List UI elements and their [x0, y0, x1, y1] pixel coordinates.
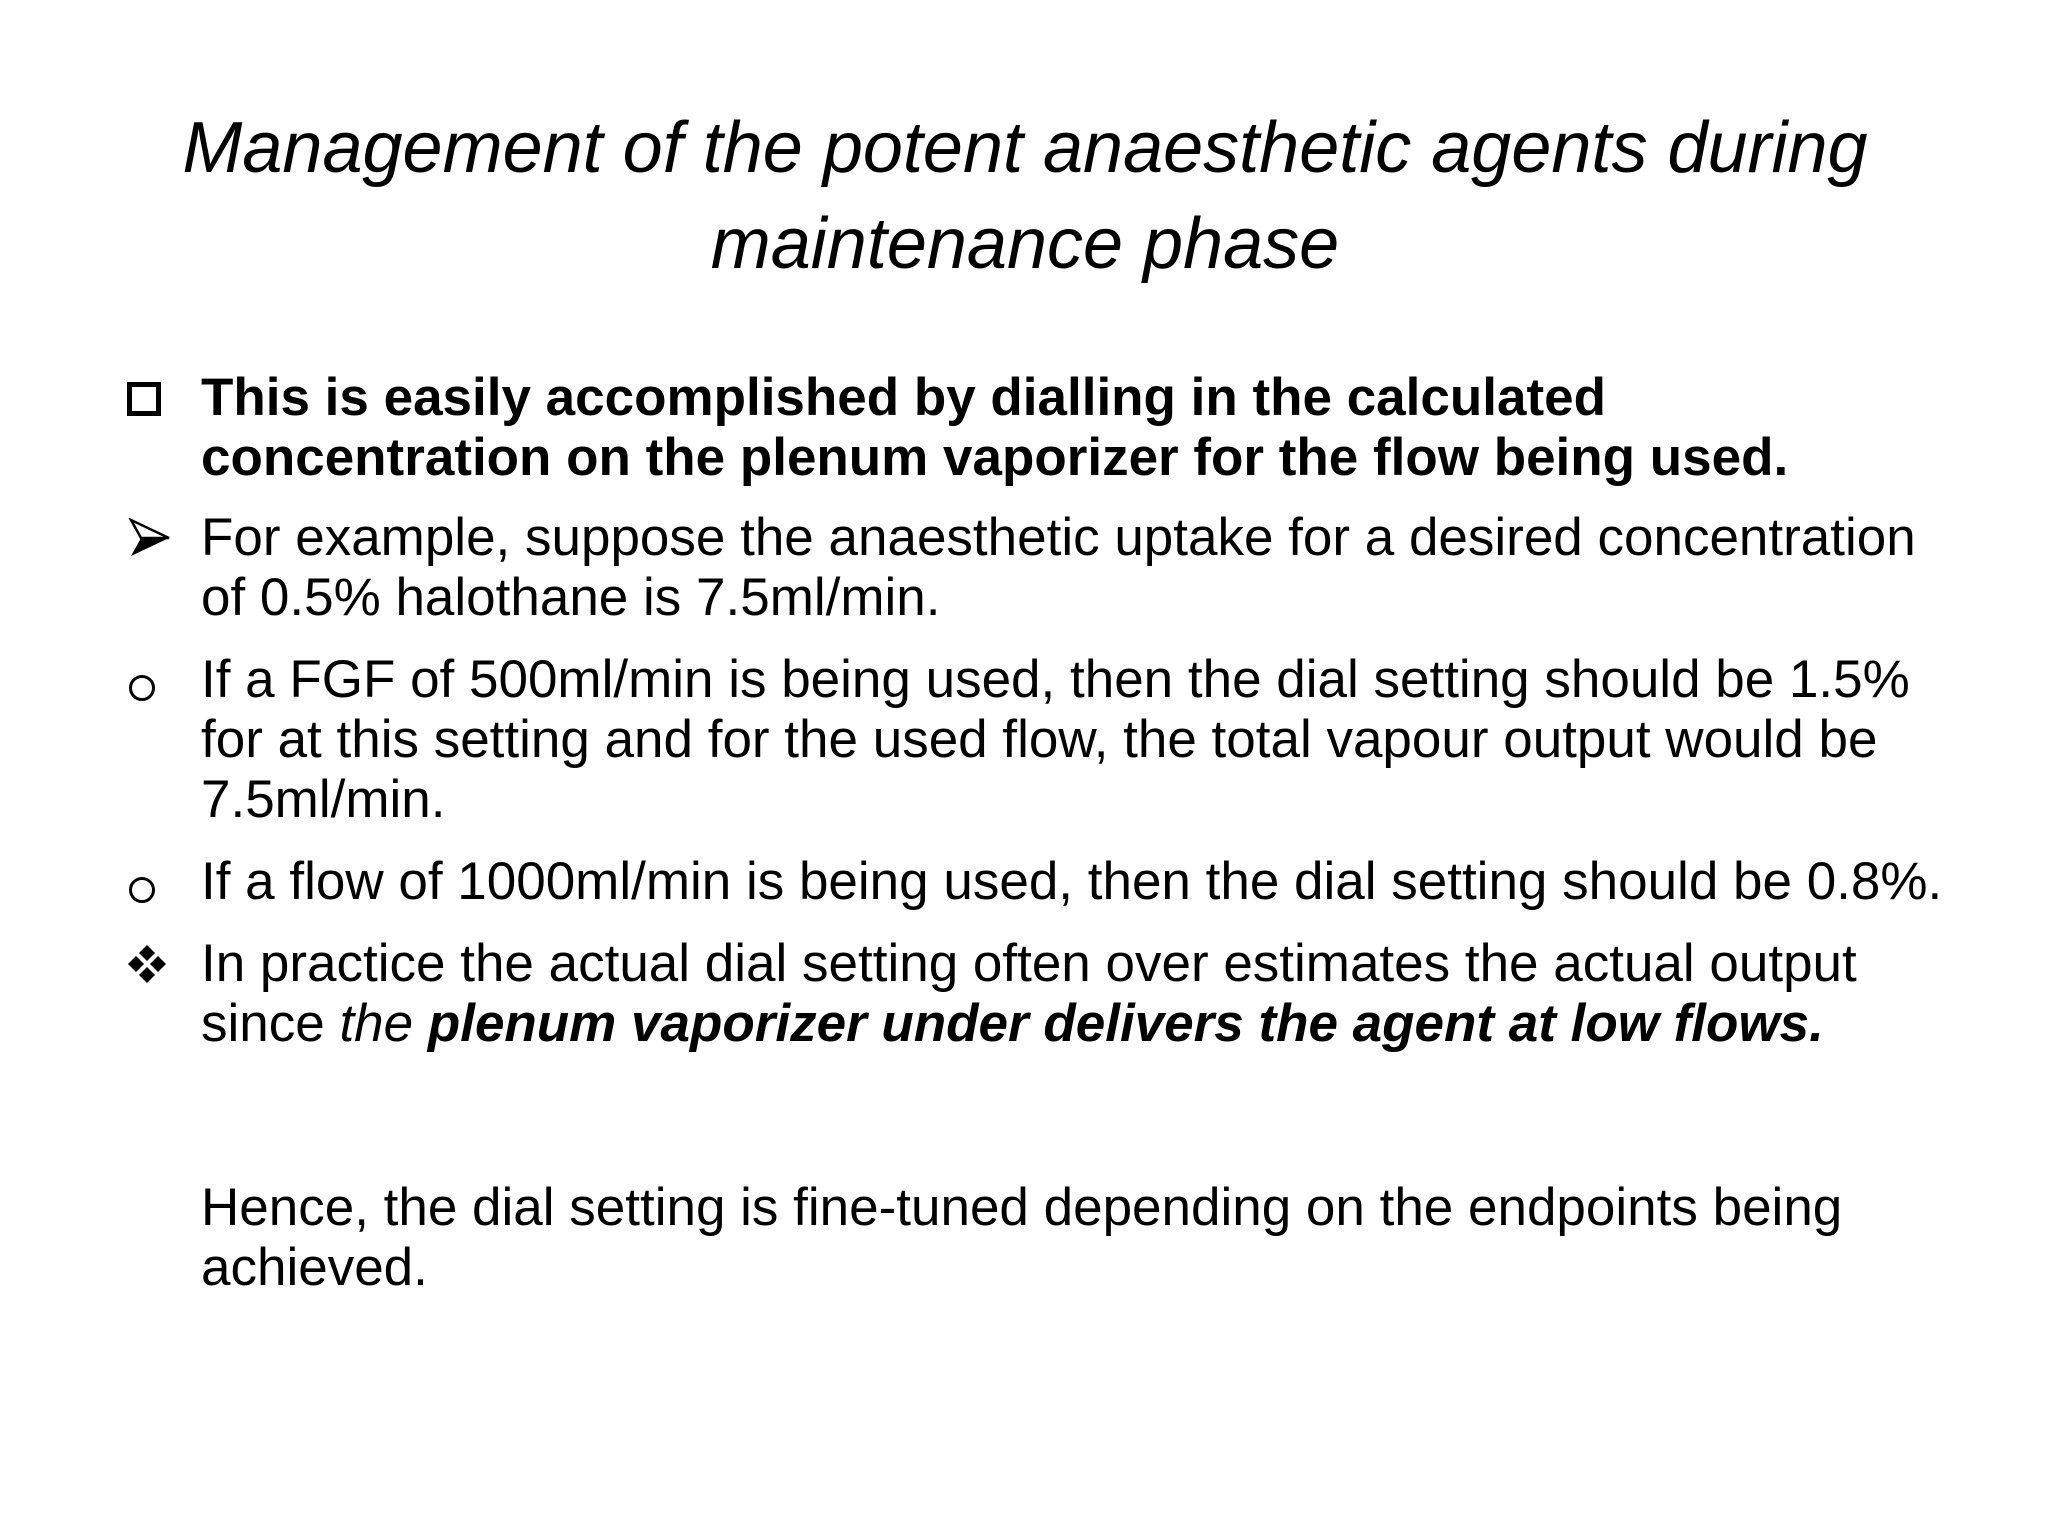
item-text-bold-italic: plenum vaporizer under delivers the agent at low flows.: [427, 994, 1824, 1053]
circle-bullet-icon: [127, 852, 187, 912]
item-text-plain: In practice the actual dial setting often over estimates the actual output since: [201, 934, 1857, 1053]
list-item: [125, 934, 1945, 1054]
slide-title: Management of the potent anaesthetic agents during maintenance phase: [182, 108, 1868, 284]
item-text: If a FGF of 500ml/min is being used, then the dial setting should be 1.5% for at this setting and for the used flow, the total vapour output would be 7.5ml/min.: [201, 650, 1910, 829]
list-item: [125, 650, 1945, 830]
checkbox-icon: [127, 368, 187, 428]
circle-bullet-icon: [127, 650, 187, 710]
list-item: [125, 508, 1945, 628]
item-text: This is easily accomplished by dialling in the calculated concentration on the plenum vaporizer for the flow being used.: [201, 368, 1789, 487]
list-item: [125, 852, 1945, 912]
continuation-text: Hence, the dial setting is fine-tuned depending on the endpoints being achieved.: [201, 1178, 1843, 1297]
list-item: [125, 368, 1945, 488]
item-text: [201, 934, 1857, 1053]
bullet-list: [125, 368, 1945, 1072]
item-text-italic: the: [339, 994, 428, 1053]
diamond-bullet-icon: [127, 934, 187, 994]
item-text: For example, suppose the anaesthetic uptake for a desired concentration of 0.5% halothane is 7.5ml/min.: [201, 508, 1916, 627]
arrow-bullet-icon: [127, 508, 187, 568]
item-text: If a flow of 1000ml/min is being used, then the dial setting should be 0.8%.: [201, 852, 1943, 911]
